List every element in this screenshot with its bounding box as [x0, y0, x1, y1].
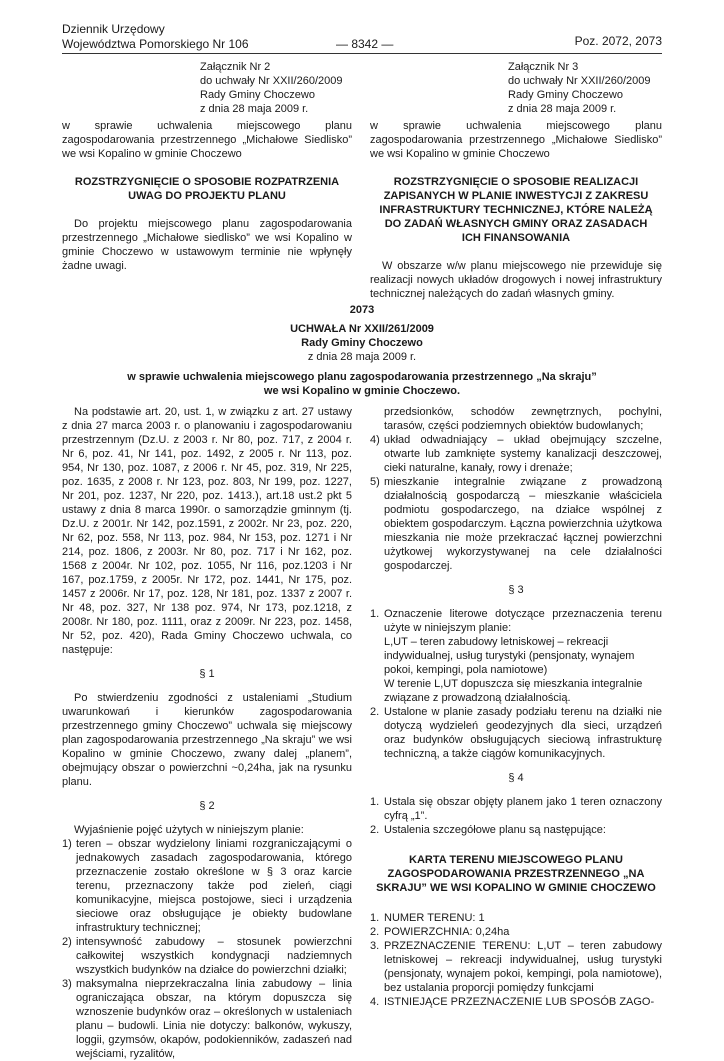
list-item	[370, 995, 662, 1009]
attachment-line: z dnia 28 maja 2009 r.	[508, 103, 617, 115]
section-4-title: § 4	[508, 772, 524, 784]
list-item	[370, 677, 662, 705]
item-text: ISTNIEJĄCE PRZEZNACZENIE LUB SPOSÓB ZAGO-	[384, 996, 655, 1008]
resolution-number: 2073	[349, 304, 375, 316]
list-item	[370, 939, 662, 995]
section-1-title: § 1	[199, 668, 215, 680]
attachment-2-heading: ROZSTRZYGNIĘCIE O SPOSOBIE ROZPATRZENIA UWAG DO PROJEKTU PLANU	[74, 176, 340, 202]
section-1-text: Po stwierdzeniu zgodności z ustaleniami „Studium uwarunkowań i kierunków zagospodarowania przestrzennego gminy Choczewo” uchwala się miejscowy plan zagospodarowania przestrzennego „Na skraju” we wsi Kopalino w gminie Choczewo, zwany dalej „planem”, obejmujący obszar o powierzchni ~0,24ha, jak na rysunku planu.	[62, 692, 352, 788]
resolution-date: z dnia 28 maja 2009 r.	[307, 351, 417, 363]
attachment-line: Załącznik Nr 3	[508, 61, 579, 73]
attachment-3-body: W obszarze w/w planu miejscowego nie przewiduje się realizacji nowych układów drogowych i nowej infrastruktury technicznej należących do zadań własnych gminy.	[370, 260, 662, 300]
item-text: Ustalone w planie zasady podziału terenu na działki nie dotyczą wydzieleń geodezyjnych dla sieci, urządzeń oraz budynków obsługujących sieciową infrastrukturę techniczną, a także ciągów komunikacyjnych.	[384, 706, 662, 760]
item-number: 3.	[370, 940, 380, 952]
list-item	[370, 475, 662, 573]
list-item	[370, 635, 662, 677]
list-item	[370, 925, 662, 939]
item-number: 2)	[62, 936, 72, 948]
attachment-3-subject: w sprawie uchwalenia miejscowego planu zagospodarowania przestrzennego „Michałowe Siedlisko” we wsi Kopalino w gminie Choczewo	[370, 120, 662, 160]
item-text: W terenie L,UT dopuszcza się mieszkania integralnie związane z prowadzoną działalnością.	[384, 678, 643, 704]
resolution-council: Rady Gminy Choczewo	[301, 337, 423, 349]
item-text: L,UT – teren zabudowy letniskowej – rekreacji indywidualnej, usług turystyki (pensjonaty, wynajem pokoi, kempingi, pola namiotowe)	[384, 636, 635, 676]
attachment-3-block	[508, 60, 668, 116]
journal-title-line2: Województwa Pomorskiego Nr 106	[62, 37, 249, 51]
item-number: 1)	[62, 838, 72, 850]
journal-title-line1: Dziennik Urzędowy	[62, 22, 165, 36]
list-item	[370, 705, 662, 761]
list-item	[370, 433, 662, 475]
section-3-title: § 3	[508, 584, 524, 596]
list-item	[62, 977, 352, 1061]
item-number: 1.	[370, 912, 380, 924]
item-text: Ustalenia szczegółowe planu są następujące:	[384, 824, 606, 836]
item-number: 5)	[370, 476, 380, 488]
section-2-intro: Wyjaśnienie pojęć użytych w niniejszym planie:	[74, 824, 304, 836]
item-text: teren – obszar wydzielony liniami rozgraniczającymi o jednakowych zasadach zagospodarowania, którego przeznaczenie zostało określone w § 3 oraz karcie terenu, przeznaczony także pod zieleń, ciągi komunikacyjne, miejsca postojowe, sieci i urządzenia sieciowe oraz obsługujące je obiekty budowlane infrastruktury technicznej;	[76, 838, 352, 934]
item-number: 2.	[370, 926, 380, 938]
attachment-line: Załącznik Nr 2	[200, 61, 271, 73]
left-column	[62, 405, 352, 1061]
section-2-title: § 2	[199, 800, 215, 812]
item-text: intensywność zabudowy – stosunek powierzchni całkowitej wszystkich kondygnacji nadziemnych wszystkich budynków na działce do powierzchni działki;	[76, 936, 352, 976]
list-item	[62, 837, 352, 935]
page-number: — 8342 —	[336, 37, 394, 51]
header-divider	[62, 53, 662, 54]
item-number: 4.	[370, 996, 380, 1008]
item-text: NUMER TERENU: 1	[384, 912, 485, 924]
attachment-2-content	[62, 119, 352, 273]
list-item	[370, 795, 662, 823]
item-text: PRZEZNACZENIE TERENU: L,UT – teren zabudowy letniskowej – rekreacji indywidualnej, usług turystyki (pensjonaty, wynajem pokoi, kempingi, pola namiotowe), bez ustalania proporcji pomiędzy funkcjami	[384, 940, 662, 994]
item-text: układ odwadniający – układ obejmujący szczelne, otwarte lub zamknięte systemy kanalizacji deszczowej, cieki naturalne, kanały, rowy i drenaże;	[384, 434, 662, 474]
attachment-line: do uchwały Nr XXII/260/2009	[200, 75, 343, 87]
item-number: 1.	[370, 796, 380, 808]
definitions-list	[62, 837, 352, 1061]
attachment-3-heading: ROZSTRZYGNIĘCIE O SPOSOBIE REALIZACJI ZAPISANYCH W PLANIE INWESTYCJI Z ZAKRESU INFRASTRUKTURY TECHNICZNEJ, KTÓRE NALEŻĄ DO ZADAŃ WŁASNYCH GMINY ORAZ ZASADACH ICH FINANSOWANIA	[379, 176, 653, 244]
attachment-line: do uchwały Nr XXII/260/2009	[508, 75, 651, 87]
item-text: Oznaczenie literowe dotyczące przeznaczenia terenu użyte w niniejszym planie:	[384, 608, 662, 634]
definition-continuation: przedsionków, schodów zewnętrznych, pochylni, tarasów, części podziemnych obiektów budowlanych;	[384, 406, 662, 432]
section-4-list	[370, 795, 662, 837]
attachment-line: z dnia 28 maja 2009 r.	[200, 103, 309, 115]
item-number: 3)	[62, 978, 72, 990]
item-text: mieszkanie integralnie związane z prowadzoną działalnością gospodarczą – mieszkanie właściciela podmiotu gospodarczego, na działce wspólnej z obiektem gospodarczym. Łączna powierzchnia użytkowa mieszkania nie może przekraczać łącznej powierzchni użytkowej wykorzystywanej na cele działalności gospodarczej.	[384, 476, 662, 572]
position-number: Poz. 2072, 2073	[574, 34, 662, 48]
attachment-2-body: Do projektu miejscowego planu zagospodarowania przestrzennego „Michałowe siedlisko” we wsi Kopalino w gminie Choczewo w ustawowym terminie nie wpłynęły żadne uwagi.	[62, 218, 352, 272]
list-item	[370, 823, 662, 837]
item-number: 2.	[370, 706, 380, 718]
attachment-3-content	[370, 119, 662, 301]
list-item	[62, 935, 352, 977]
resolution-subject-line1: w sprawie uchwalenia miejscowego planu zagospodarowania przestrzennego „Na skraju”	[127, 371, 597, 383]
item-number: 4)	[370, 434, 380, 446]
item-text: maksymalna nieprzekraczalna linia zabudowy – linia ograniczająca obszar, na którym dopuszcza się wznoszenie budynków oraz – określonych w ustaleniach planu – budowli. Linia nie dotyczy: balkonów, wykuszy, loggii, gzymsów, okapów, podokienników, zadaszeń nad wejściami, ryzalitów,	[76, 978, 352, 1060]
item-number: 1.	[370, 608, 380, 620]
section-3-list	[370, 607, 662, 761]
attachment-2-block	[200, 60, 360, 116]
journal-title	[62, 22, 249, 52]
item-text: Ustala się obszar objęty planem jako 1 teren oznaczony cyfrą „1”.	[384, 796, 662, 822]
item-text: POWIERZCHNIA: 0,24ha	[384, 926, 510, 938]
item-number: 2.	[370, 824, 380, 836]
definitions-list-continued	[370, 433, 662, 573]
list-item	[370, 911, 662, 925]
preamble: Na podstawie art. 20, ust. 1, w związku z art. 27 ustawy z dnia 27 marca 2003 r. o planowaniu i zagospodarowaniu przestrzennym (Dz.U. z 2003 r. Nr 80, poz. 717, z 2004 r. Nr 6, poz. 41, Nr 141, poz. 1492, z 2005 r. Nr 113, poz. 954, Nr 130, poz. 1087, z 2006 r. Nr 45, poz. 319, Nr 225, poz. 1635, z 2008 r. Nr 123, poz. 803, Nr 199, poz. 1227, Nr 201, poz. 1237, Nr 220, poz. 1413.), art.18 ust.2 pkt 5 ustawy z dnia 8 marca 1990r. o samorządzie gminnym (tj. Dz.U. z 2001r. Nr 142, poz.1591, z 2002r. Nr 23, poz. 220, Nr 62, poz. 558, Nr 113, poz. 984, Nr 153, poz. 1271 i Nr 214, poz. 1806, z 2003r. Nr 80, poz. 717 i Nr 162, poz. 1568 z 2004r. Nr 102, poz. 1055, Nr 116, poz.1203 i Nr 167, poz.1759, z 2005r. Nr 172, poz. 1441, Nr 175, poz. 1457 z 2006r. Nr 17, poz. 128, Nr 181, poz. 1337 z 2007 r. Nr 48, poz. 327, Nr 138 poz. 974, Nr 173, poz.1218, z 2008r. Nr 180, poz. 1111, oraz z 2009r. Nr 223, poz. 1458, Nr 52, poz. 420), Rada Gminy Choczewo uchwala, co następuje:	[62, 406, 352, 656]
land-card-list	[370, 911, 662, 1009]
attachment-line: Rady Gminy Choczewo	[508, 89, 623, 101]
attachment-2-subject: w sprawie uchwalenia miejscowego planu zagospodarowania przestrzennego „Michałowe Siedlisko” we wsi Kopalino w gminie Choczewo	[62, 120, 352, 160]
resolution-title: UCHWAŁA Nr XXII/261/2009	[290, 323, 434, 335]
resolution-subject-line2: we wsi Kopalino w gminie Choczewo.	[263, 385, 461, 397]
land-card-heading: KARTA TERENU MIEJSCOWEGO PLANU ZAGOSPODAROWANIA PRZESTRZENNEGO „NA SKRAJU” WE WSI KOPALINO W GMINIE CHOCZEWO	[376, 854, 656, 894]
right-column	[370, 405, 662, 1009]
attachment-line: Rady Gminy Choczewo	[200, 89, 315, 101]
list-item	[370, 607, 662, 635]
